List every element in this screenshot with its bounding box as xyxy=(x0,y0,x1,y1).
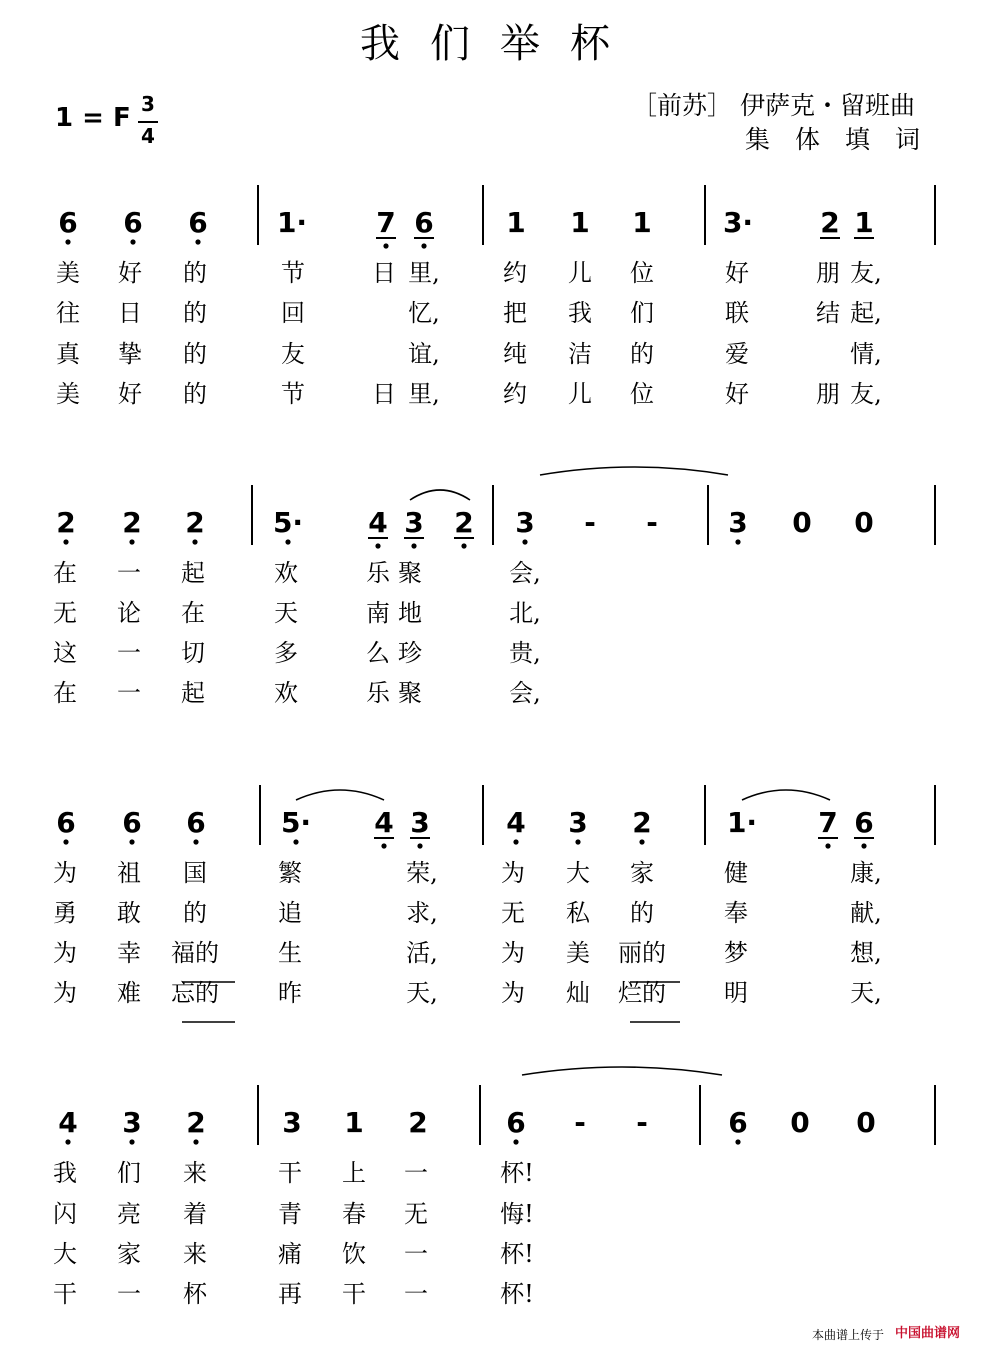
low-octave-dot xyxy=(192,539,197,544)
lyric-syllable: 多 xyxy=(274,639,298,667)
low-octave-dot xyxy=(65,1139,70,1144)
lyric-syllable: 国 xyxy=(183,859,207,887)
lyric-syllable: 会, xyxy=(509,559,541,587)
lyric-syllable: 起 xyxy=(181,679,205,707)
lyric-syllable: 奉 xyxy=(724,899,748,927)
lyric-syllable: 节 xyxy=(281,380,305,408)
lyric-syllable: 幸 xyxy=(117,939,141,967)
lyric-syllable: 忘的 xyxy=(171,979,219,1007)
lyric-syllable: 康, xyxy=(850,859,882,887)
lyric-syllable: 儿 xyxy=(568,259,592,287)
lyric-syllable: 在 xyxy=(181,599,205,627)
lyric-syllable: 干 xyxy=(53,1280,77,1308)
note: 4 xyxy=(506,806,526,839)
lyric-syllable: 里, xyxy=(408,380,440,408)
low-octave-dot xyxy=(375,543,380,548)
note: 4 xyxy=(368,506,388,539)
low-octave-dot xyxy=(285,539,290,544)
low-octave-dot xyxy=(130,239,135,244)
note: 0 xyxy=(790,1106,810,1139)
lyric-syllable: 家 xyxy=(630,859,654,887)
lyric-syllable: 我 xyxy=(53,1159,77,1187)
note: 1 xyxy=(854,206,874,239)
lyric-syllable: 求, xyxy=(406,899,438,927)
lyric-syllable: 活, xyxy=(406,939,438,967)
lyric-syllable: 的 xyxy=(630,899,654,927)
low-octave-dot xyxy=(575,839,580,844)
lyric-syllable: 杯! xyxy=(500,1240,534,1268)
lyric-syllable: 无 xyxy=(404,1200,428,1228)
lyric-syllable: 么 xyxy=(366,639,390,667)
lyric-syllable: 无 xyxy=(53,599,77,627)
lyric-syllable: 的 xyxy=(183,299,207,327)
note: 3 xyxy=(728,506,748,539)
lyric-syllable: 的 xyxy=(630,340,654,368)
lyric-syllable: 友 xyxy=(281,340,305,368)
lyric-syllable: 一 xyxy=(404,1159,428,1187)
lyric-syllable: 的 xyxy=(183,340,207,368)
lyric-syllable: 日 xyxy=(372,259,396,287)
lyric-syllable: 丽的 xyxy=(618,939,666,967)
lyric-syllable: 上 xyxy=(342,1159,366,1187)
lyric-syllable: 天, xyxy=(406,979,438,1007)
lyric-syllable: 来 xyxy=(183,1159,207,1187)
lyric-syllable: 一 xyxy=(117,639,141,667)
lyric-syllable: 地 xyxy=(398,599,422,627)
note: 1· xyxy=(726,806,758,839)
slur xyxy=(540,467,728,475)
lyric-syllable: 爱 xyxy=(725,340,749,368)
lyric-syllable: 儿 xyxy=(568,380,592,408)
note: 6 xyxy=(188,206,208,239)
lyricist-credit: 集体填词 xyxy=(745,125,946,154)
lyric-syllable: 昨 xyxy=(278,979,302,1007)
lyric-syllable: 悔! xyxy=(500,1200,534,1228)
lyric-syllable: 想, xyxy=(850,939,882,967)
site-logo: 中国曲谱网 xyxy=(895,1326,961,1341)
lyric-syllable: 难 xyxy=(117,979,141,1007)
lyric-syllable: 一 xyxy=(404,1280,428,1308)
lyric-syllable: 无 xyxy=(501,899,525,927)
page-title: 我们举杯 xyxy=(360,21,640,67)
note: 2 xyxy=(122,506,142,539)
lyric-syllable: 健 xyxy=(724,859,748,887)
note: 0 xyxy=(854,506,874,539)
lyric-syllable: 福的 xyxy=(171,939,219,967)
low-octave-dot xyxy=(63,839,68,844)
lyric-syllable: 聚 xyxy=(398,679,422,707)
lyric-syllable: 我 xyxy=(568,299,592,327)
lyric-syllable: 为 xyxy=(501,859,525,887)
low-octave-dot xyxy=(417,843,422,848)
slur xyxy=(522,1067,722,1075)
lyric-syllable: 亮 xyxy=(117,1200,141,1228)
low-octave-dot xyxy=(861,843,866,848)
lyric-syllable: 美 xyxy=(56,259,80,287)
note: 2 xyxy=(820,206,840,239)
lyric-syllable: 里, xyxy=(408,259,440,287)
note: 2 xyxy=(186,1106,206,1139)
note: 6 xyxy=(58,206,78,239)
lyric-syllable: 欢 xyxy=(274,559,298,587)
low-octave-dot xyxy=(193,839,198,844)
lyric-syllable: 饮 xyxy=(342,1240,366,1268)
low-octave-dot xyxy=(129,839,134,844)
note: 5· xyxy=(280,806,312,839)
lyric-syllable: 切 xyxy=(181,639,205,667)
lyric-syllable: 们 xyxy=(117,1159,141,1187)
slur xyxy=(742,790,830,800)
lyric-syllable: 结 xyxy=(816,299,840,327)
note: 0 xyxy=(856,1106,876,1139)
note: 4 xyxy=(374,806,394,839)
lyric-syllable: 贵, xyxy=(509,639,541,667)
lyric-syllable: 灿 xyxy=(566,979,590,1007)
lyric-syllable: 干 xyxy=(342,1280,366,1308)
note: 2 xyxy=(454,506,474,539)
time-signature-denominator: 4 xyxy=(141,124,155,148)
lyric-syllable: 起 xyxy=(181,559,205,587)
lyric-syllable: 痛 xyxy=(278,1240,302,1268)
low-octave-dot xyxy=(639,839,644,844)
lyric-syllable: 洁 xyxy=(568,340,592,368)
note: 1 xyxy=(570,206,590,239)
low-octave-dot xyxy=(735,1139,740,1144)
lyric-syllable: 回 xyxy=(281,299,305,327)
lyric-syllable: 欢 xyxy=(274,679,298,707)
lyric-syllable: 春 xyxy=(342,1200,366,1228)
lyric-syllable: 的 xyxy=(183,380,207,408)
lyric-syllable: 论 xyxy=(117,599,141,627)
lyric-syllable: 好 xyxy=(725,259,749,287)
note: 3 xyxy=(282,1106,302,1139)
note: 6 xyxy=(854,806,874,839)
note: 4 xyxy=(58,1106,78,1139)
lyric-syllable: 勇 xyxy=(53,899,77,927)
composer-credit: ［前苏］ 伊萨克・留班曲 xyxy=(632,91,915,120)
lyric-syllable: 日 xyxy=(372,380,396,408)
note: 3 xyxy=(410,806,430,839)
lyric-syllable: 起, xyxy=(850,299,882,327)
lyric-syllable: 为 xyxy=(53,979,77,1007)
lyric-syllable: 着 xyxy=(183,1200,207,1228)
note: 1 xyxy=(344,1106,364,1139)
note: 1 xyxy=(632,206,652,239)
lyric-syllable: 大 xyxy=(566,859,590,887)
lyric-syllable: 祖 xyxy=(117,859,141,887)
lyric-syllable: 荣, xyxy=(406,859,438,887)
lyric-syllable: 敢 xyxy=(117,899,141,927)
lyric-syllable: 挚 xyxy=(118,340,142,368)
lyric-syllable: 为 xyxy=(501,979,525,1007)
low-octave-dot xyxy=(193,1139,198,1144)
low-octave-dot xyxy=(411,543,416,548)
lyric-syllable: 在 xyxy=(53,679,77,707)
low-octave-dot xyxy=(383,243,388,248)
note: 1 xyxy=(506,206,526,239)
lyric-syllable: 忆, xyxy=(408,299,440,327)
lyric-syllable: 梦 xyxy=(724,939,748,967)
lyric-syllable: 杯! xyxy=(500,1280,534,1308)
lyric-syllable: 这 xyxy=(53,639,77,667)
lyric-syllable: 青 xyxy=(278,1200,302,1228)
low-octave-dot xyxy=(735,539,740,544)
lyric-syllable: 往 xyxy=(56,299,80,327)
note: 2 xyxy=(632,806,652,839)
lyric-syllable: 朋 xyxy=(816,380,840,408)
low-octave-dot xyxy=(195,239,200,244)
note: 7 xyxy=(376,206,396,239)
dash-note: - xyxy=(584,506,596,539)
lyric-syllable: 美 xyxy=(56,380,80,408)
lyric-syllable: 烂的 xyxy=(618,979,666,1007)
note: 6 xyxy=(123,206,143,239)
lyric-syllable: 私 xyxy=(566,899,590,927)
lyric-syllable: 好 xyxy=(118,259,142,287)
low-octave-dot xyxy=(513,1139,518,1144)
note: 7 xyxy=(818,806,838,839)
key-signature: 1 = F xyxy=(55,103,131,133)
lyric-syllable: 朋 xyxy=(816,259,840,287)
lyric-syllable: 好 xyxy=(725,380,749,408)
upload-note: 本曲谱上传于 xyxy=(812,1328,885,1342)
slur xyxy=(296,790,384,800)
lyric-syllable: 们 xyxy=(630,299,654,327)
dash-note: - xyxy=(574,1106,586,1139)
lyric-syllable: 珍 xyxy=(398,639,422,667)
low-octave-dot xyxy=(513,839,518,844)
note: 6 xyxy=(186,806,206,839)
lyric-syllable: 美 xyxy=(566,939,590,967)
note: 6 xyxy=(728,1106,748,1139)
lyric-syllable: 谊, xyxy=(408,340,440,368)
note: 6 xyxy=(506,1106,526,1139)
time-signature-numerator: 3 xyxy=(141,92,155,116)
note: 3 xyxy=(515,506,535,539)
lyric-syllable: 友, xyxy=(850,380,882,408)
low-octave-dot xyxy=(825,843,830,848)
low-octave-dot xyxy=(63,539,68,544)
lyric-syllable: 约 xyxy=(503,259,527,287)
lyric-syllable: 大 xyxy=(53,1240,77,1268)
lyric-syllable: 纯 xyxy=(503,340,527,368)
note: 2 xyxy=(408,1106,428,1139)
lyric-syllable: 追 xyxy=(278,899,302,927)
lyric-syllable: 再 xyxy=(278,1280,302,1308)
lyric-syllable: 天, xyxy=(850,979,882,1007)
lyric-syllable: 约 xyxy=(503,380,527,408)
lyric-syllable: 日 xyxy=(118,299,142,327)
lyric-syllable: 聚 xyxy=(398,559,422,587)
low-octave-dot xyxy=(421,243,426,248)
lyric-syllable: 节 xyxy=(281,259,305,287)
note: 6 xyxy=(122,806,142,839)
lyric-syllable: 乐 xyxy=(366,679,390,707)
lyric-syllable: 生 xyxy=(278,939,302,967)
lyric-syllable: 明 xyxy=(724,979,748,1007)
lyric-syllable: 杯! xyxy=(500,1159,534,1187)
lyric-syllable: 天 xyxy=(274,599,298,627)
low-octave-dot xyxy=(65,239,70,244)
note: 6 xyxy=(56,806,76,839)
lyric-syllable: 一 xyxy=(404,1240,428,1268)
lyric-syllable: 闪 xyxy=(53,1200,77,1228)
note: 0 xyxy=(792,506,812,539)
lyric-syllable: 友, xyxy=(850,259,882,287)
low-octave-dot xyxy=(522,539,527,544)
note: 3 xyxy=(122,1106,142,1139)
lyric-syllable: 为 xyxy=(53,859,77,887)
note: 2 xyxy=(185,506,205,539)
low-octave-dot xyxy=(381,843,386,848)
lyric-syllable: 把 xyxy=(503,299,527,327)
dash-note: - xyxy=(636,1106,648,1139)
lyric-syllable: 一 xyxy=(117,679,141,707)
lyric-syllable: 联 xyxy=(725,299,749,327)
lyric-syllable: 乐 xyxy=(366,559,390,587)
lyric-syllable: 情, xyxy=(850,340,882,368)
lyric-syllable: 为 xyxy=(501,939,525,967)
lyric-syllable: 干 xyxy=(278,1159,302,1187)
lyric-syllable: 在 xyxy=(53,559,77,587)
note: 3 xyxy=(404,506,424,539)
note: 6 xyxy=(414,206,434,239)
lyric-syllable: 来 xyxy=(183,1240,207,1268)
low-octave-dot xyxy=(129,539,134,544)
lyric-syllable: 杯 xyxy=(183,1280,207,1308)
lyric-syllable: 真 xyxy=(56,340,80,368)
note: 3 xyxy=(568,806,588,839)
note: 3· xyxy=(722,206,754,239)
slur xyxy=(410,490,470,500)
low-octave-dot xyxy=(129,1139,134,1144)
lyric-syllable: 北, xyxy=(509,599,541,627)
lyric-syllable: 好 xyxy=(118,380,142,408)
note: 1· xyxy=(276,206,308,239)
lyric-syllable: 会, xyxy=(509,679,541,707)
lyric-syllable: 一 xyxy=(117,1280,141,1308)
note: 5· xyxy=(272,506,304,539)
note: 2 xyxy=(56,506,76,539)
dash-note: - xyxy=(646,506,658,539)
lyric-syllable: 的 xyxy=(183,899,207,927)
lyric-syllable: 南 xyxy=(366,599,390,627)
low-octave-dot xyxy=(293,839,298,844)
lyric-syllable: 一 xyxy=(117,559,141,587)
lyric-syllable: 位 xyxy=(630,259,654,287)
lyric-syllable: 家 xyxy=(117,1240,141,1268)
low-octave-dot xyxy=(461,543,466,548)
lyric-syllable: 的 xyxy=(183,259,207,287)
lyric-syllable: 为 xyxy=(53,939,77,967)
lyric-syllable: 献, xyxy=(850,899,882,927)
lyric-syllable: 位 xyxy=(630,380,654,408)
lyric-syllable: 繁 xyxy=(278,859,302,887)
